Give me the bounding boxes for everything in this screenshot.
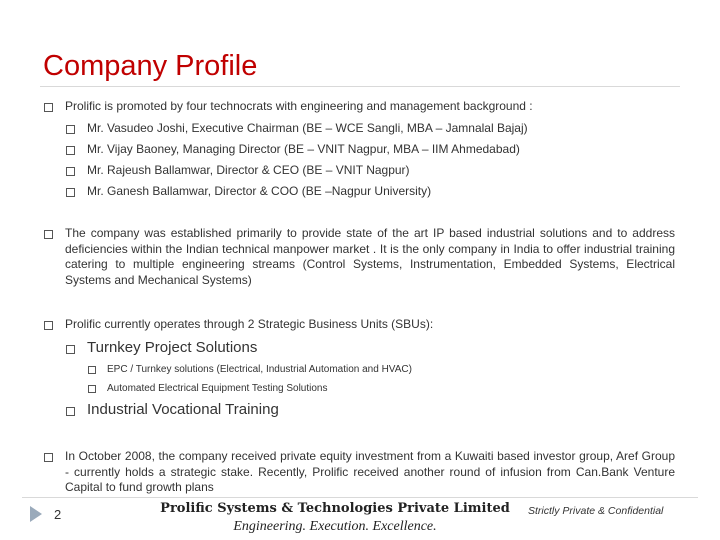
square-bullet-icon (66, 345, 75, 354)
title-divider (40, 86, 680, 87)
square-bullet-icon (66, 407, 75, 416)
sbu-intro-text: Prolific currently operates through 2 Strategic Business Units (SBUs): (65, 317, 434, 331)
footer-divider (22, 497, 698, 498)
square-bullet-icon (88, 366, 96, 374)
square-bullet-icon (44, 230, 53, 239)
sbu-item: EPC / Turnkey solutions (Electrical, Industrial Automation and HVAC) (107, 364, 412, 375)
square-bullet-icon (66, 146, 75, 155)
slide-title: Company Profile (43, 50, 258, 82)
promoter-item: Mr. Rajeush Ballamwar, Director & CEO (BE – VNIT Nagpur) (87, 163, 410, 177)
page-arrow-icon (30, 506, 42, 522)
square-bullet-icon (66, 125, 75, 134)
sbu-name: Industrial Vocational Training (87, 401, 279, 418)
square-bullet-icon (44, 103, 53, 112)
footer-company-name: Prolific Systems & Technologies Private Limited (160, 501, 510, 516)
promoter-item: Mr. Ganesh Ballamwar, Director & COO (BE –Nagpur University) (87, 184, 432, 198)
square-bullet-icon (44, 453, 53, 462)
investment-paragraph: In October 2008, the company received private equity investment from a Kuwaiti based investor group, Aref Group - currently holds a strategic stake. Recently, Prolific received another round of infusion from Can.Bank Venture Capital to fund growth plans (65, 449, 675, 495)
sbu-item: Automated Electrical Equipment Testing Solutions (107, 383, 328, 394)
promoter-item: Mr. Vasudeo Joshi, Executive Chairman (BE – WCE Sangli, MBA – Jamnalal Bajaj) (87, 121, 528, 135)
footer-tagline: Engineering. Execution. Excellence. (233, 519, 437, 534)
square-bullet-icon (88, 385, 96, 393)
intro-text: Prolific is promoted by four technocrats with engineering and management background : (65, 99, 533, 113)
sbu-name: Turnkey Project Solutions (87, 339, 258, 356)
square-bullet-icon (44, 321, 53, 330)
page-number: 2 (54, 507, 62, 522)
established-paragraph: The company was established primarily to provide state of the art IP based industrial solutions and to address deficiencies within the Indian technical manpower market . It is the only company in India to offer industrial training catering to multiple engineering streams (Control Systems, Instrumentation, Embedded Systems, Electrical Systems and Mechanical Systems) (65, 226, 675, 287)
square-bullet-icon (66, 167, 75, 176)
square-bullet-icon (66, 188, 75, 197)
promoter-item: Mr. Vijay Baoney, Managing Director (BE – VNIT Nagpur, MBA – IIM Ahmedabad) (87, 142, 520, 156)
confidentiality-note: Strictly Private & Confidential (528, 505, 664, 517)
